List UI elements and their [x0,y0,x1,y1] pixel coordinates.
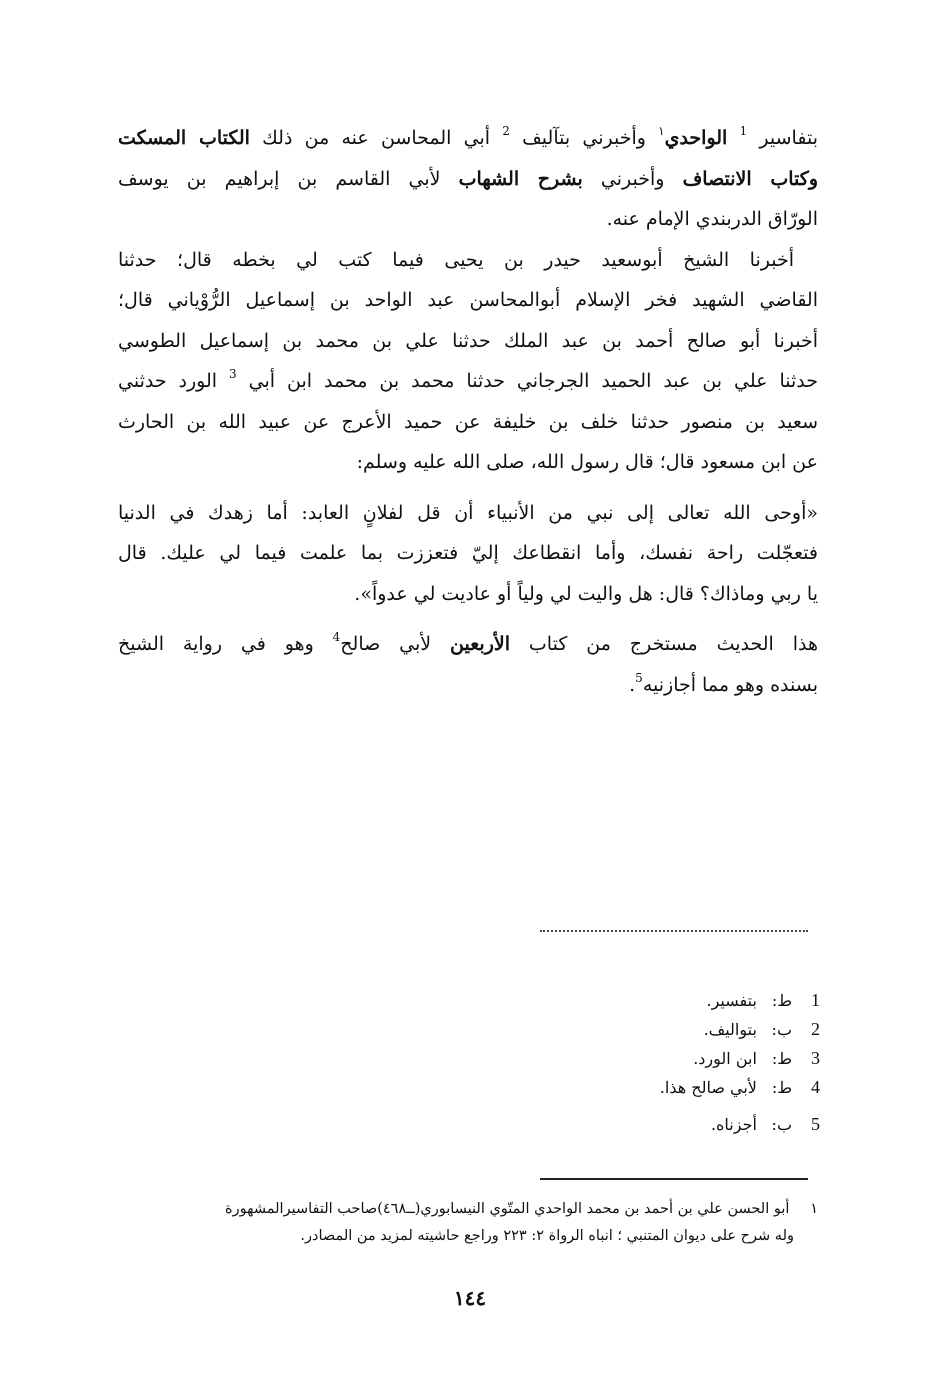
footnote-line: وله شرح على ديوان المتنبي ؛ انباه الرواة ٢: ٢٢٣ وراجع حاشيته لمزيد من المصادر. [300,1228,794,1244]
footnote-rule [540,1178,808,1180]
text-line: بتفاسير $^1$ الواحدي$^١$ وأخبرني بتآليف $^2$ أبي المحاسن عنه من ذلك الكتاب المسكت [118,124,818,149]
text-line: القاضي الشهيد فخر الإسلام أبوالمحاسن عبد الواحد بن إسماعيل الرُّوْياني قال؛ [118,289,818,311]
text-line: عن ابن مسعود قال؛ قال رسول الله، صلى الله عليه وسلم: [356,451,818,473]
variant-note: 5ب: أجزناه. [710,1114,820,1134]
footnote-number: ١ [810,1201,818,1217]
text-line: هذا الحديث مستخرج من كتاب الأربعين لأبي صالح$^4$ وهو في رواية الشيخ [118,630,818,655]
variant-note: 1ط: بتفسير. [706,990,820,1010]
footnote-marker: ١ [658,124,665,138]
page-number: ١٤٤ [453,1286,487,1310]
paragraph-sources [118,118,818,240]
variant-marker: 5 [635,670,643,685]
variant-note: 2ب: بتواليف. [703,1019,820,1039]
text-line: أخبرنا الشيخ أبوسعيد حيدر بن يحيى فيما كتب لي بخطه قال؛ حدثنا [118,248,794,271]
variant-note: 4ط: لأبي صالح هذا. [659,1077,820,1097]
footnote-line: ١ أبو الحسن علي بن أحمد بن محمد الواحدي المتّوي النيسابوري(ــ٤٦٨)صاحب التفاسيرالمشهورة [108,1196,818,1223]
text-line: يا ربي وماذاك؟ قال: هل واليت لي ولياً أو عاديت لي عدواً». [354,582,818,605]
text-line: بسنده وهو مما أجازنيه$^5$. [629,670,818,696]
variant-note: 3ط: ابن الورد. [693,1048,820,1068]
variant-notes [560,986,820,1139]
footnote [108,1196,818,1250]
variant-marker: 1 [739,124,748,138]
variant-marker: 4 [332,630,341,644]
variant-marker: 3 [229,367,237,381]
text-line: فتعجّلت راحة نفسك، وأما انقطاعك إليّ فتعززت بما علمت فيما لي عليك. قال [118,542,818,564]
text-line: وكتاب الانتصاف وأخبرني بشرح الشهاب لأبي القاسم بن إبراهيم بن يوسف [118,167,818,190]
paragraph-isnad [118,240,818,483]
text-line: حدثنا علي بن عبد الحميد الجرجاني حدثنا محمد بن محمد ابن أبي $^3$ الورد حدثني [118,367,818,392]
paragraph-source-note [118,624,818,705]
text-line: أخبرنا أبو صالح أحمد بن عبد الملك حدثنا علي بن محمد بن إسماعيل الطوسي [118,329,818,352]
variant-marker: 2 [502,124,510,138]
text-line: «أوحى الله تعالى إلى نبي من الأنبياء أن قل لفلانٍ العابد: أما زهدك في الدنيا [118,501,818,524]
text-line: الورّاق الدربندي الإمام عنه. [606,208,818,230]
dotted-separator [540,930,808,932]
main-text [118,118,818,705]
text-line: سعيد بن منصور حدثنا خلف بن خليفة عن حميد الأعرج عن عبيد الله بن الحارث [118,410,818,433]
paragraph-hadith [118,493,818,615]
